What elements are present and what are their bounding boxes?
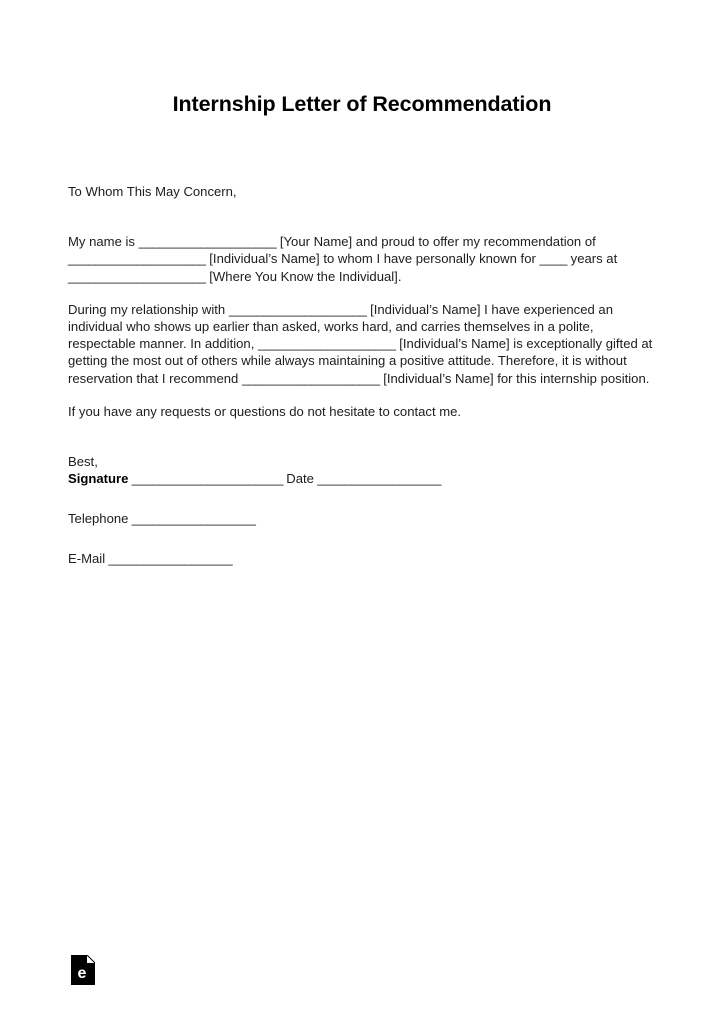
date-label: Date (286, 471, 314, 486)
spacer (68, 200, 658, 233)
telephone-blank-line[interactable]: __________________ (128, 511, 256, 527)
para1-seg4: years at (567, 251, 618, 267)
para2-seg1: During my relationship with (68, 301, 229, 317)
blank-individual-name-4[interactable]: ____________________ (241, 370, 380, 386)
signature-date-row (68, 470, 658, 487)
date-blank-line[interactable]: __________________ (313, 471, 442, 486)
para1-seg5: [Where You Know the Individual]. (205, 268, 402, 284)
blank-individual-name-3[interactable]: ____________________ (257, 336, 396, 352)
blank-years[interactable]: ____ (539, 251, 568, 267)
email-row (68, 550, 658, 567)
telephone-row (68, 510, 658, 527)
paragraph-one (68, 233, 658, 285)
paragraph-two (68, 301, 658, 387)
email-blank-line[interactable]: __________________ (105, 551, 233, 567)
blank-your-name[interactable]: ____________________ (138, 234, 277, 250)
spacer (68, 420, 658, 453)
salutation-text: To Whom This May Concern, (68, 184, 237, 199)
logo-letter: e (77, 965, 87, 982)
para2-seg2: [Individual’s Name] I have experienced an individual who shows up earlier than asked, works hard, and carries themselves in a polite, respectable manner. In addition, (68, 301, 613, 352)
paragraph-three: If you have any requests or questions do not hesitate to contact me. (68, 403, 462, 419)
signature-block (68, 470, 658, 568)
telephone-label: Telephone (68, 511, 129, 527)
para1-seg3: [Individual’s Name] to whom I have personally known for (205, 251, 540, 267)
page-title: Internship Letter of Recommendation (172, 92, 552, 117)
para2-seg3: [Individual’s Name] is exceptionally gifted at getting the most out of others while always maintaining a positive attitude. Therefore, it is without reservation that I recommend (68, 336, 653, 386)
eforms-logo (71, 955, 95, 985)
spacer (68, 285, 658, 301)
document-page-icon (71, 955, 95, 985)
signature-blank-line[interactable]: ______________________ (128, 471, 287, 486)
para1-seg1: My name is (68, 234, 139, 250)
letter-body (68, 183, 658, 470)
closing-text: Best, (68, 454, 98, 470)
para2-seg4: [Individual’s Name] for this internship position. (379, 370, 650, 386)
blank-individual-name-1[interactable]: ____________________ (68, 251, 206, 267)
para1-seg2: [Your Name] and proud to offer my recommendation of (276, 234, 596, 250)
signature-label: Signature (68, 471, 129, 486)
blank-individual-name-2[interactable]: ____________________ (228, 301, 367, 317)
spacer (68, 387, 658, 403)
email-label: E-Mail (68, 551, 106, 567)
blank-where-you-know[interactable]: ____________________ (68, 268, 206, 284)
